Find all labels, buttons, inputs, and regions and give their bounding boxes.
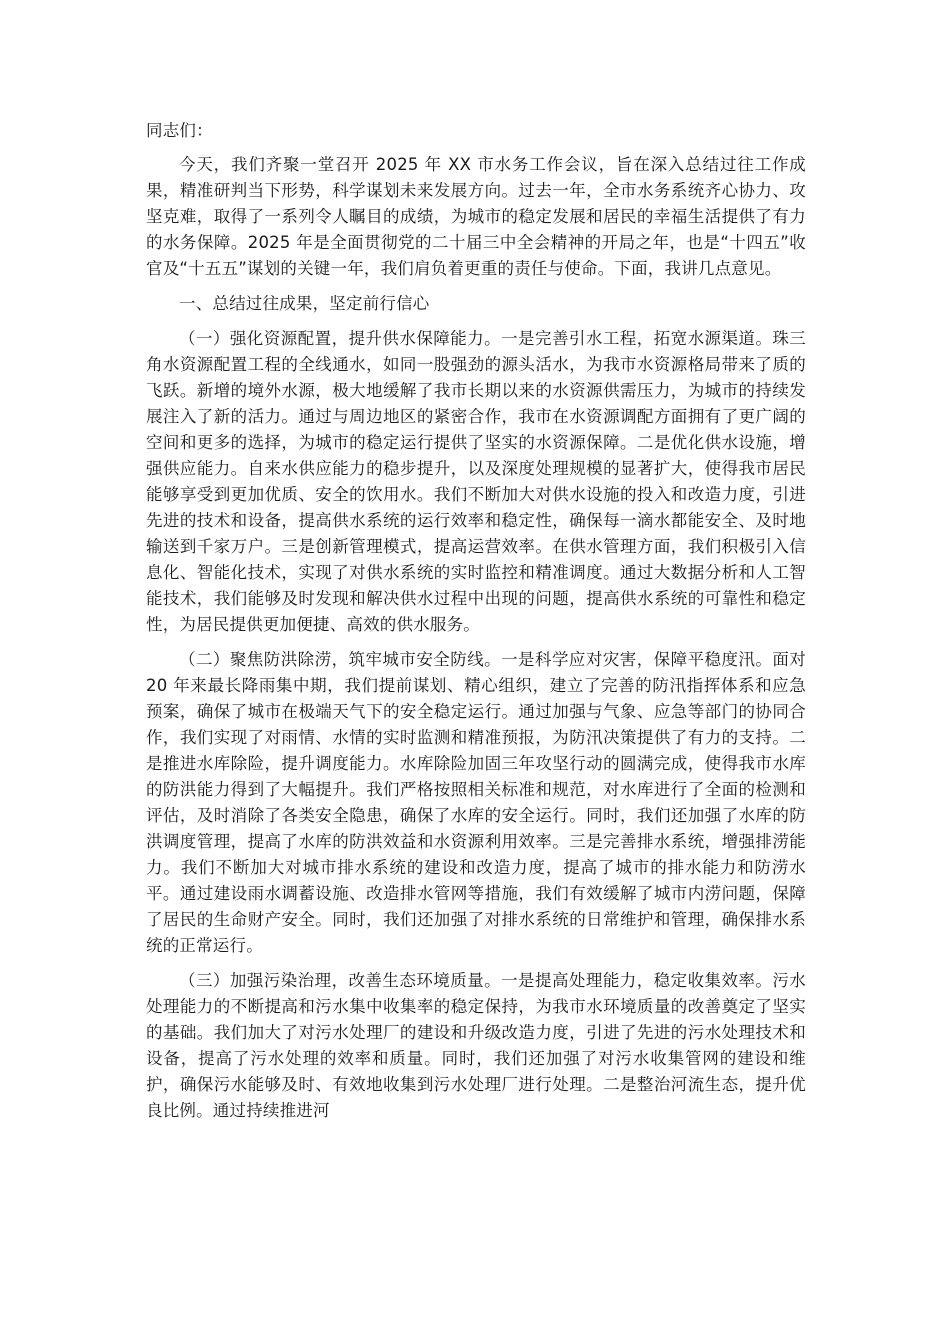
document-page (146, 118, 806, 1133)
greeting: 同志们： (146, 121, 213, 140)
paragraph-2: （二）聚焦防洪除涝，筑牢城市安全防线。一是科学应对灾害，保障平稳度汛。面对 20 年来最长降雨集中期，我们提前谋划、精心组织，建立了完善的防汛指挥体系和应急预案，确保了城市在极端天气下的安全稳定运行。通过加强与气象、应急等部门的协同合作，我们实现了对雨情、水情的实时监测和精准预报，为防汛决策提供了有力的支持。二是推进水库除险，提升调度能力。水库除险加固三年攻坚行动的圆满完成，使得我市水库的防洪能力得到了大幅提升。我们严格按照相关标准和规范，对水库进行了全面的检测和评估，及时消除了各类安全隐患，确保了水库的安全运行。同时，我们还加强了水库的防洪调度管理，提高了水库的防洪效益和水资源利用效率。三是完善排水系统，增强排涝能力。我们不断加大对城市排水系统的建设和改造力度，提高了城市的排水能力和防涝水平。通过建设雨水调蓄设施、改造排水管网等措施，我们有效缓解了城市内涝问题，保障了居民的生命财产安全。同时，我们还加强了对排水系统的日常维护和管理，确保排水系统的正常运行。 (146, 650, 806, 955)
paragraph-3: （三）加强污染治理，改善生态环境质量。一是提高处理能力，稳定收集效率。污水处理能力的不断提高和污水集中收集率的稳定保持，为我市水环境质量的改善奠定了坚实的基础。我们加大了对污水处理厂的建设和升级改造力度，引进了先进的污水处理技术和设备，提高了污水处理的效率和质量。同时，我们还加强了对污水收集管网的建设和维护，确保污水能够及时、有效地收集到污水处理厂进行处理。二是整治河流生态，提升优良比例。通过持续推进河 (146, 971, 806, 1120)
intro-paragraph: 今天，我们齐聚一堂召开 2025 年 XX 市水务工作会议，旨在深入总结过往工作成果，精准研判当下形势，科学谋划未来发展方向。过去一年，全市水务系统齐心协力、攻坚克难，取得了一系列令人瞩目的成绩，为城市的稳定发展和居民的幸福生活提供了有力的水务保障。2025 年是全面贯彻党的二十届三中全会精神的开局之年，也是“十四五”收官及“十五五”谋划的关键一年，我们肩负着更重的责任与使命。下面，我讲几点意见。 (146, 155, 806, 278)
section-heading-1: 一、总结过往成果，坚定前行信心 (179, 294, 430, 313)
paragraph-1: （一）强化资源配置，提升供水保障能力。一是完善引水工程，拓宽水源渠道。珠三角水资源配置工程的全线通水，如同一股强劲的源头活水，为我市水资源格局带来了质的飞跃。新增的境外水源，极大地缓解了我市长期以来的水资源供需压力，为城市的持续发展注入了新的活力。通过与周边地区的紧密合作，我市在水资源调配方面拥有了更广阔的空间和更多的选择，为城市的稳定运行提供了坚实的水资源保障。二是优化供水设施，增强供应能力。自来水供应能力的稳步提升，以及深度处理规模的显著扩大，使得我市居民能够享受到更加优质、安全的饮用水。我们不断加大对供水设施的投入和改造力度，引进先进的技术和设备，提高供水系统的运行效率和稳定性，确保每一滴水都能安全、及时地输送到千家万户。三是创新管理模式，提高运营效率。在供水管理方面，我们积极引入信息化、智能化技术，实现了对供水系统的实时监控和精准调度。通过大数据分析和人工智能技术，我们能够及时发现和解决供水过程中出现的问题，提高供水系统的可靠性和稳定性，为居民提供更加便捷、高效的供水服务。 (146, 329, 806, 634)
